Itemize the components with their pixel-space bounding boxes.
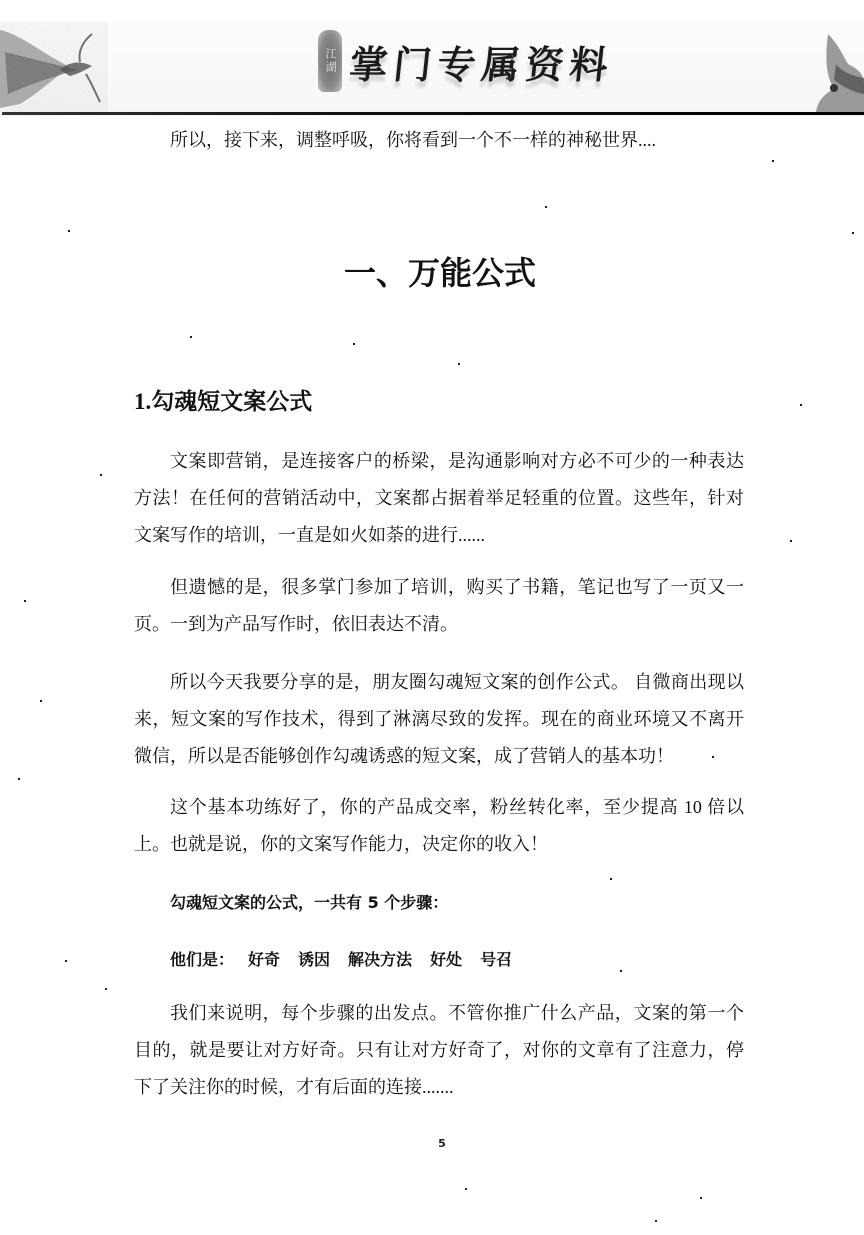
brand-seal: 江湖 xyxy=(318,30,342,92)
scan-speck xyxy=(65,960,67,962)
intro-line: 所以，接下来，调整呼吸，你将看到一个不一样的神秘世界.... xyxy=(170,130,656,150)
scan-speck xyxy=(545,206,547,208)
brand-logo xyxy=(318,26,617,96)
step-solution: 解决方法 xyxy=(348,950,413,969)
paragraph-4: 这个基本功练好了，你的产品成交率，粉丝转化率，至少提高 10 倍以上。也就是说，你的文案写作能力，决定你的收入！ xyxy=(134,797,744,854)
scan-speck xyxy=(465,1188,467,1190)
paragraph-1: 文案即营销，是连接客户的桥梁，是沟通影响对方必不可少的一种表达方法！在任何的营销活动中，文案都占据着举足轻重的位置。这些年，针对文案写作的培训，一直是如火如荼的进行...... xyxy=(134,451,744,545)
step-curiosity: 好奇 xyxy=(248,950,281,969)
paragraph-2: 但遗憾的是，很多掌门参加了培训，购买了书籍，笔记也写了一页又一页。一到为产品写作时，依旧表达不清。 xyxy=(134,577,744,634)
scan-speck xyxy=(353,343,355,345)
brand-title: 掌门专属资料 xyxy=(347,41,617,87)
scan-speck xyxy=(458,363,460,365)
formula-steps-line xyxy=(170,947,512,970)
scan-speck xyxy=(790,540,792,542)
dragon-illustration-left-icon xyxy=(0,22,108,112)
formula-intro: 勾魂短文案的公式，一共有 5 个步骤： xyxy=(170,893,449,912)
dragon-illustration-right-icon xyxy=(808,24,864,112)
scan-speck xyxy=(24,600,26,602)
header-divider xyxy=(2,112,864,115)
scan-speck xyxy=(800,404,802,406)
scan-speck xyxy=(105,988,107,990)
scan-speck xyxy=(100,474,102,476)
step-call-to-action: 号召 xyxy=(480,950,513,969)
scan-speck xyxy=(852,232,854,234)
scan-speck xyxy=(610,878,612,880)
closing-paragraph: 我们来说明，每个步骤的出发点。不管你推广什么产品，文案的第一个目的，就是要让对方好奇。只有让对方好奇了，对你的文章有了注意力，停下了关注你的时候，才有后面的连接....... xyxy=(134,1003,744,1097)
scan-speck xyxy=(772,160,774,162)
step-incentive: 诱因 xyxy=(298,950,331,969)
chapter-title: 一、万能公式 xyxy=(343,254,536,292)
scan-speck xyxy=(68,230,70,232)
section-title: 1.勾魂短文案公式 xyxy=(134,389,313,414)
paragraph-3: 所以今天我要分享的是，朋友圈勾魂短文案的创作公式。 自微商出现以来，短文案的写作技术，得到了淋漓尽致的发挥。现在的商业环境又不离开微信，所以是否能够创作勾魂诱惑的短文案，成了营销人的基本功！ xyxy=(134,672,744,766)
step-benefit: 好处 xyxy=(430,950,463,969)
scan-speck xyxy=(40,700,42,702)
scan-speck xyxy=(712,756,714,758)
page-number: 5 xyxy=(438,1137,446,1150)
formula-steps-label: 他们是： xyxy=(170,950,235,969)
scan-speck xyxy=(190,336,192,338)
scan-speck xyxy=(655,1220,657,1222)
scan-speck xyxy=(700,1197,702,1199)
scan-speck xyxy=(18,778,20,780)
scan-speck xyxy=(620,970,622,972)
